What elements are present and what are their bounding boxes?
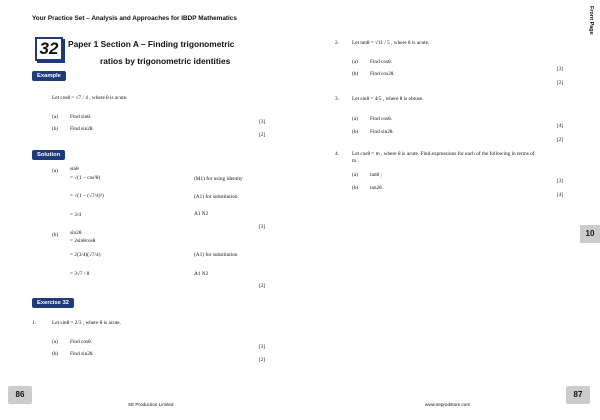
q4-part-b-label: (b)	[352, 185, 359, 191]
q4-stem: Let cosθ = m , where θ is acute. Find expressions for each of the following in terms of	[352, 151, 535, 157]
solution-a-line4: = 3/4	[70, 212, 82, 218]
q1-part-b-marks: [2]	[259, 357, 266, 363]
solution-a-note2: (A1) for substitution	[194, 194, 238, 200]
q2-part-a-marks: [3]	[557, 66, 564, 72]
q1-number: 1.	[32, 320, 36, 326]
solution-b-note1: (A1) for substitution	[194, 252, 238, 258]
q4-part-a-label: (a)	[352, 172, 358, 178]
page-number-left: 86	[8, 386, 32, 404]
example-part-a-label: (a)	[52, 114, 58, 120]
example-part-a-text: Find sinθ.	[70, 114, 92, 120]
q4-part-b-marks: [4]	[557, 192, 564, 198]
solution-b-label: (b)	[52, 232, 59, 238]
q4-stem-cont: m .	[352, 158, 359, 164]
q4-number: 4.	[335, 151, 339, 157]
example-part-b-marks: [2]	[259, 132, 266, 138]
page-number-right: 87	[566, 386, 590, 404]
front-page-label: Front Page	[588, 6, 594, 35]
example-tag: Example	[32, 71, 66, 81]
example-part-b-label: (b)	[52, 126, 59, 132]
q2-number: 2.	[335, 40, 339, 46]
solution-a-line2: = √(1 − cos²θ)	[70, 175, 101, 181]
q3-part-b-text: Find sin2θ.	[370, 129, 394, 135]
chapter-title-line2: ratios by trigonometric identities	[100, 56, 231, 66]
solution-b-line1: sin2θ	[70, 230, 82, 236]
q3-part-a-text: Find cosθ.	[370, 116, 392, 122]
q4-part-b-text: tan2θ .	[370, 185, 385, 191]
solution-a-marks: [3]	[259, 224, 266, 230]
example-part-a-marks: [3]	[259, 119, 266, 125]
website-footer: www.seprodstore.com	[425, 402, 471, 407]
example-part-b-text: Find sin2θ.	[70, 126, 94, 132]
q1-part-b-label: (b)	[52, 351, 59, 357]
q1-part-a-label: (a)	[52, 339, 58, 345]
q1-part-a-text: Find cosθ.	[70, 339, 92, 345]
q2-part-b-text: Find cos2θ.	[370, 71, 395, 77]
solution-b-note2: A1 N2	[194, 271, 209, 277]
solution-b-line3: = 2(3/4)(√7/4)	[70, 252, 101, 258]
solution-tag: Solution	[32, 150, 65, 160]
q1-part-b-text: Find sin2θ.	[70, 351, 94, 357]
q3-part-a-marks: [4]	[557, 123, 564, 129]
solution-b-marks: [2]	[259, 283, 266, 289]
q4-part-a-marks: [3]	[557, 178, 564, 184]
solution-a-note1: (M1) for using identity	[194, 176, 243, 182]
chapter-side-tab: 10	[580, 225, 600, 243]
chapter-title-line1: Paper 1 Section A – Finding trigonometric	[68, 39, 235, 49]
exercise-tag: Exercise 32	[32, 298, 74, 308]
solution-a-line1: sinθ	[70, 166, 79, 172]
chapter-number-badge: 32	[35, 37, 63, 61]
publisher-footer: SE Production Limited	[128, 402, 174, 407]
q2-part-b-label: (b)	[352, 71, 359, 77]
q3-part-b-label: (b)	[352, 129, 359, 135]
solution-b-line2: = 2sinθcosθ	[70, 238, 96, 244]
q3-part-b-marks: [2]	[557, 137, 564, 143]
solution-a-line3: = √(1 − (√7/4)²)	[70, 193, 104, 199]
q3-number: 3.	[335, 96, 339, 102]
solution-b-line4: = 3√7 / 8	[70, 271, 90, 277]
q2-part-b-marks: [2]	[557, 80, 564, 86]
example-stem: Let cosθ = √7 / 4 , where θ is acute.	[52, 95, 128, 101]
q2-part-a-text: Find cosθ.	[370, 59, 392, 65]
running-header: Your Practice Set – Analysis and Approaches for IBDP Mathematics	[32, 15, 237, 22]
solution-a-note3: A1 N2	[194, 211, 209, 217]
q2-stem: Let tanθ = √11 / 5 , where θ is acute.	[352, 40, 430, 46]
q1-part-a-marks: [3]	[259, 344, 266, 350]
q3-part-a-label: (a)	[352, 116, 358, 122]
q2-part-a-label: (a)	[352, 59, 358, 65]
q4-part-a-text: tanθ ;	[370, 172, 382, 178]
solution-a-label: (a)	[52, 168, 58, 174]
q3-stem: Let sinθ = 4/5 , where θ is obtuse.	[352, 96, 424, 102]
q1-stem: Let sinθ = 2/3 , where θ is acute.	[52, 320, 121, 326]
